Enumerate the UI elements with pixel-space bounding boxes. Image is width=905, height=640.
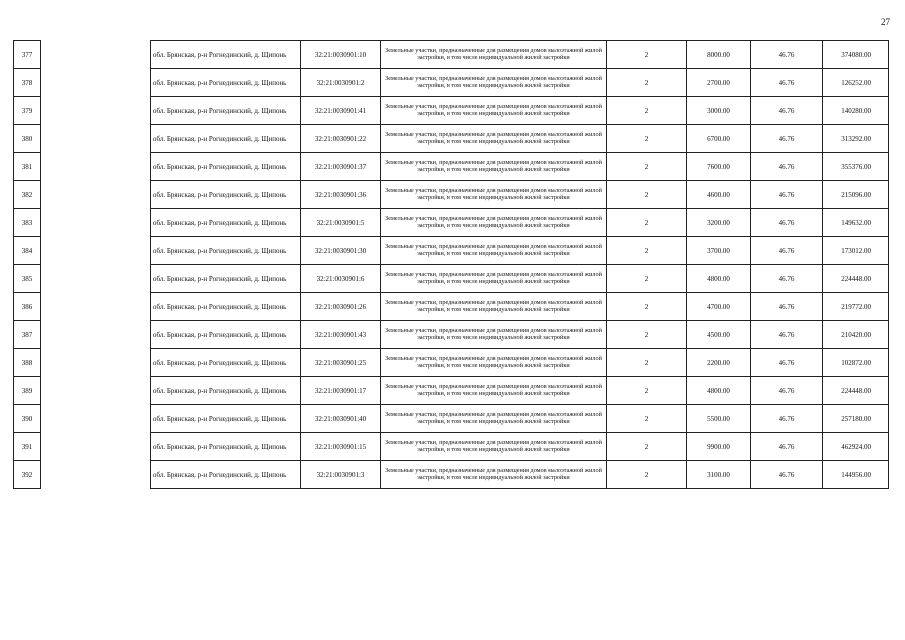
rate-cell: 46.76 xyxy=(751,433,823,461)
land-use-cell: Земельные участки, предназначенные для размещения домов малоэтажной жилой застройки, в том числе индивидуальной жилой застройки xyxy=(381,265,607,293)
rate-cell: 46.76 xyxy=(751,293,823,321)
group-cell: 2 xyxy=(607,293,687,321)
spacer-cell xyxy=(41,433,151,461)
area-cell: 7600.00 xyxy=(687,153,751,181)
land-use-cell: Земельные участки, предназначенные для размещения домов малоэтажной жилой застройки, в том числе индивидуальной жилой застройки xyxy=(381,405,607,433)
row-number-cell: 385 xyxy=(14,265,41,293)
cadastral-number-cell: 32:21:0030901:6 xyxy=(301,265,381,293)
rate-cell: 46.76 xyxy=(751,153,823,181)
group-cell: 2 xyxy=(607,97,687,125)
table-row xyxy=(14,405,889,433)
table-row xyxy=(14,125,889,153)
address-cell: обл. Брянская, р-н Рогнединский, д. Щипонь xyxy=(151,97,301,125)
address-cell: обл. Брянская, р-н Рогнединский, д. Щипонь xyxy=(151,237,301,265)
address-cell: обл. Брянская, р-н Рогнединский, д. Щипонь xyxy=(151,69,301,97)
spacer-cell xyxy=(41,321,151,349)
spacer-cell xyxy=(41,461,151,489)
cadastral-number-cell: 32:21:0030901:25 xyxy=(301,349,381,377)
area-cell: 4800.00 xyxy=(687,377,751,405)
spacer-cell xyxy=(41,97,151,125)
address-cell: обл. Брянская, р-н Рогнединский, д. Щипонь xyxy=(151,293,301,321)
row-number-cell: 389 xyxy=(14,377,41,405)
cadastral-number-cell: 32:21:0030901:40 xyxy=(301,405,381,433)
rate-cell: 46.76 xyxy=(751,237,823,265)
page-number: 27 xyxy=(881,17,890,27)
rate-cell: 46.76 xyxy=(751,209,823,237)
rate-cell: 46.76 xyxy=(751,41,823,69)
area-cell: 4600.00 xyxy=(687,181,751,209)
spacer-cell xyxy=(41,181,151,209)
area-cell: 3000.00 xyxy=(687,97,751,125)
land-use-cell: Земельные участки, предназначенные для размещения домов малоэтажной жилой застройки, в том числе индивидуальной жилой застройки xyxy=(381,461,607,489)
group-cell: 2 xyxy=(607,321,687,349)
table-row xyxy=(14,41,889,69)
cadastral-value-cell: 313292.00 xyxy=(823,125,889,153)
rate-cell: 46.76 xyxy=(751,461,823,489)
land-use-cell: Земельные участки, предназначенные для размещения домов малоэтажной жилой застройки, в том числе индивидуальной жилой застройки xyxy=(381,237,607,265)
spacer-cell xyxy=(41,125,151,153)
land-use-cell: Земельные участки, предназначенные для размещения домов малоэтажной жилой застройки, в том числе индивидуальной жилой застройки xyxy=(381,69,607,97)
cadastral-number-cell: 32:21:0030901:41 xyxy=(301,97,381,125)
cadastral-value-cell: 224448.00 xyxy=(823,265,889,293)
table-row xyxy=(14,377,889,405)
spacer-cell xyxy=(41,293,151,321)
cadastral-value-cell: 215096.00 xyxy=(823,181,889,209)
land-use-cell: Земельные участки, предназначенные для размещения домов малоэтажной жилой застройки, в том числе индивидуальной жилой застройки xyxy=(381,97,607,125)
cadastral-number-cell: 32:21:0030901:30 xyxy=(301,237,381,265)
table-row xyxy=(14,433,889,461)
cadastral-value-cell: 355376.00 xyxy=(823,153,889,181)
area-cell: 5500.00 xyxy=(687,405,751,433)
land-use-cell: Земельные участки, предназначенные для размещения домов малоэтажной жилой застройки, в том числе индивидуальной жилой застройки xyxy=(381,349,607,377)
area-cell: 3100.00 xyxy=(687,461,751,489)
row-number-cell: 378 xyxy=(14,69,41,97)
area-cell: 6700.00 xyxy=(687,125,751,153)
spacer-cell xyxy=(41,377,151,405)
table-row xyxy=(14,237,889,265)
row-number-cell: 379 xyxy=(14,97,41,125)
cadastral-value-cell: 210420.00 xyxy=(823,321,889,349)
row-number-cell: 392 xyxy=(14,461,41,489)
area-cell: 3200.00 xyxy=(687,209,751,237)
cadastral-value-cell: 462924.00 xyxy=(823,433,889,461)
spacer-cell xyxy=(41,153,151,181)
land-use-cell: Земельные участки, предназначенные для размещения домов малоэтажной жилой застройки, в том числе индивидуальной жилой застройки xyxy=(381,321,607,349)
cadastral-number-cell: 32:21:0030901:26 xyxy=(301,293,381,321)
group-cell: 2 xyxy=(607,181,687,209)
spacer-cell xyxy=(41,265,151,293)
table-row xyxy=(14,265,889,293)
address-cell: обл. Брянская, р-н Рогнединский, д. Щипонь xyxy=(151,461,301,489)
group-cell: 2 xyxy=(607,153,687,181)
address-cell: обл. Брянская, р-н Рогнединский, д. Щипонь xyxy=(151,377,301,405)
area-cell: 3700.00 xyxy=(687,237,751,265)
area-cell: 8000.00 xyxy=(687,41,751,69)
land-use-cell: Земельные участки, предназначенные для размещения домов малоэтажной жилой застройки, в том числе индивидуальной жилой застройки xyxy=(381,41,607,69)
cadastral-value-cell: 102872.00 xyxy=(823,349,889,377)
rate-cell: 46.76 xyxy=(751,181,823,209)
spacer-cell xyxy=(41,69,151,97)
spacer-cell xyxy=(41,405,151,433)
table-row xyxy=(14,153,889,181)
address-cell: обл. Брянская, р-н Рогнединский, д. Щипонь xyxy=(151,125,301,153)
table-row xyxy=(14,293,889,321)
group-cell: 2 xyxy=(607,209,687,237)
row-number-cell: 391 xyxy=(14,433,41,461)
cadastral-value-cell: 224448.00 xyxy=(823,377,889,405)
cadastral-value-cell: 126252.00 xyxy=(823,69,889,97)
cadastral-number-cell: 32:21:0030901:10 xyxy=(301,41,381,69)
group-cell: 2 xyxy=(607,349,687,377)
spacer-cell xyxy=(41,41,151,69)
group-cell: 2 xyxy=(607,461,687,489)
group-cell: 2 xyxy=(607,69,687,97)
cadastral-number-cell: 32:21:0030901:22 xyxy=(301,125,381,153)
row-number-cell: 390 xyxy=(14,405,41,433)
row-number-cell: 384 xyxy=(14,237,41,265)
row-number-cell: 377 xyxy=(14,41,41,69)
area-cell: 9900.00 xyxy=(687,433,751,461)
land-parcels-table xyxy=(13,40,889,489)
land-use-cell: Земельные участки, предназначенные для размещения домов малоэтажной жилой застройки, в том числе индивидуальной жилой застройки xyxy=(381,293,607,321)
table-row xyxy=(14,69,889,97)
table-row xyxy=(14,461,889,489)
address-cell: обл. Брянская, р-н Рогнединский, д. Щипонь xyxy=(151,181,301,209)
land-use-cell: Земельные участки, предназначенные для размещения домов малоэтажной жилой застройки, в том числе индивидуальной жилой застройки xyxy=(381,125,607,153)
address-cell: обл. Брянская, р-н Рогнединский, д. Щипонь xyxy=(151,321,301,349)
rate-cell: 46.76 xyxy=(751,69,823,97)
rate-cell: 46.76 xyxy=(751,405,823,433)
address-cell: обл. Брянская, р-н Рогнединский, д. Щипонь xyxy=(151,433,301,461)
row-number-cell: 388 xyxy=(14,349,41,377)
rate-cell: 46.76 xyxy=(751,97,823,125)
rate-cell: 46.76 xyxy=(751,125,823,153)
area-cell: 2200.00 xyxy=(687,349,751,377)
cadastral-number-cell: 32:21:0030901:43 xyxy=(301,321,381,349)
table-body xyxy=(14,41,889,489)
table-row xyxy=(14,97,889,125)
spacer-cell xyxy=(41,209,151,237)
cadastral-number-cell: 32:21:0030901:2 xyxy=(301,69,381,97)
cadastral-value-cell: 257180.00 xyxy=(823,405,889,433)
row-number-cell: 387 xyxy=(14,321,41,349)
rate-cell: 46.76 xyxy=(751,377,823,405)
table-row xyxy=(14,321,889,349)
cadastral-value-cell: 149632.00 xyxy=(823,209,889,237)
address-cell: обл. Брянская, р-н Рогнединский, д. Щипонь xyxy=(151,209,301,237)
group-cell: 2 xyxy=(607,433,687,461)
table-row xyxy=(14,181,889,209)
rate-cell: 46.76 xyxy=(751,265,823,293)
table-row xyxy=(14,349,889,377)
address-cell: обл. Брянская, р-н Рогнединский, д. Щипонь xyxy=(151,41,301,69)
row-number-cell: 383 xyxy=(14,209,41,237)
cadastral-number-cell: 32:21:0030901:5 xyxy=(301,209,381,237)
group-cell: 2 xyxy=(607,265,687,293)
cadastral-number-cell: 32:21:0030901:15 xyxy=(301,433,381,461)
land-use-cell: Земельные участки, предназначенные для размещения домов малоэтажной жилой застройки, в том числе индивидуальной жилой застройки xyxy=(381,377,607,405)
land-use-cell: Земельные участки, предназначенные для размещения домов малоэтажной жилой застройки, в том числе индивидуальной жилой застройки xyxy=(381,181,607,209)
address-cell: обл. Брянская, р-н Рогнединский, д. Щипонь xyxy=(151,265,301,293)
cadastral-number-cell: 32:21:0030901:36 xyxy=(301,181,381,209)
area-cell: 2700.00 xyxy=(687,69,751,97)
group-cell: 2 xyxy=(607,125,687,153)
cadastral-number-cell: 32:21:0030901:37 xyxy=(301,153,381,181)
group-cell: 2 xyxy=(607,405,687,433)
row-number-cell: 380 xyxy=(14,125,41,153)
area-cell: 4700.00 xyxy=(687,293,751,321)
cadastral-value-cell: 173012.00 xyxy=(823,237,889,265)
address-cell: обл. Брянская, р-н Рогнединский, д. Щипонь xyxy=(151,349,301,377)
row-number-cell: 382 xyxy=(14,181,41,209)
row-number-cell: 386 xyxy=(14,293,41,321)
cadastral-value-cell: 374080.00 xyxy=(823,41,889,69)
group-cell: 2 xyxy=(607,237,687,265)
group-cell: 2 xyxy=(607,41,687,69)
row-number-cell: 381 xyxy=(14,153,41,181)
area-cell: 4800.00 xyxy=(687,265,751,293)
address-cell: обл. Брянская, р-н Рогнединский, д. Щипонь xyxy=(151,405,301,433)
address-cell: обл. Брянская, р-н Рогнединский, д. Щипонь xyxy=(151,153,301,181)
group-cell: 2 xyxy=(607,377,687,405)
cadastral-value-cell: 140280.00 xyxy=(823,97,889,125)
land-use-cell: Земельные участки, предназначенные для размещения домов малоэтажной жилой застройки, в том числе индивидуальной жилой застройки xyxy=(381,209,607,237)
cadastral-value-cell: 144956.00 xyxy=(823,461,889,489)
land-use-cell: Земельные участки, предназначенные для размещения домов малоэтажной жилой застройки, в том числе индивидуальной жилой застройки xyxy=(381,433,607,461)
rate-cell: 46.76 xyxy=(751,321,823,349)
rate-cell: 46.76 xyxy=(751,349,823,377)
cadastral-number-cell: 32:21:0030901:3 xyxy=(301,461,381,489)
area-cell: 4500.00 xyxy=(687,321,751,349)
spacer-cell xyxy=(41,237,151,265)
cadastral-number-cell: 32:21:0030901:17 xyxy=(301,377,381,405)
spacer-cell xyxy=(41,349,151,377)
cadastral-value-cell: 219772.00 xyxy=(823,293,889,321)
land-use-cell: Земельные участки, предназначенные для размещения домов малоэтажной жилой застройки, в том числе индивидуальной жилой застройки xyxy=(381,153,607,181)
table-row xyxy=(14,209,889,237)
